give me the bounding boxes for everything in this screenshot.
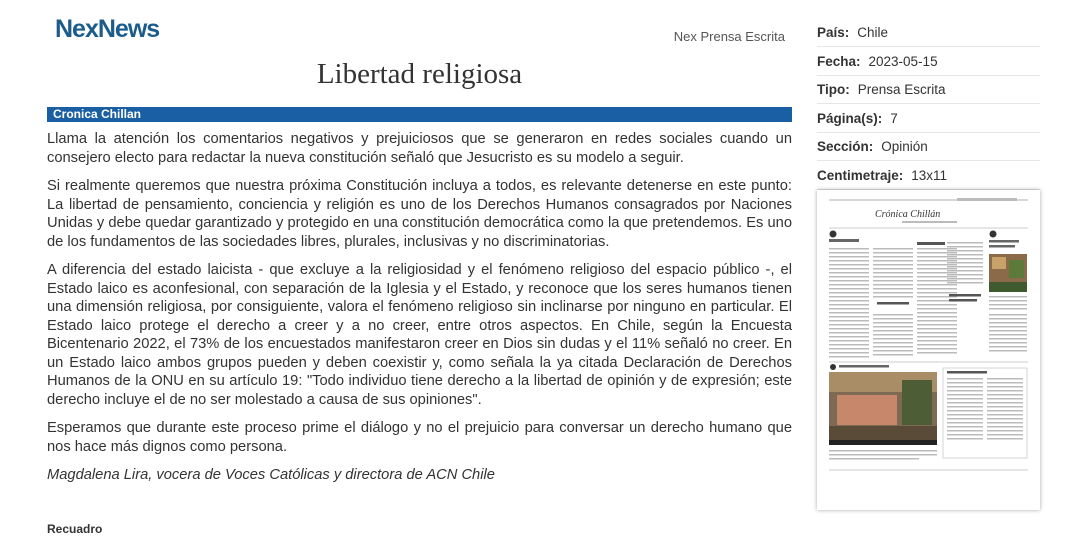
recuadro-label: Recuadro <box>47 522 103 536</box>
meta-label: Fecha: <box>817 53 861 69</box>
meta-label: Página(s): <box>817 110 883 126</box>
article-paragraph: A diferencia del estado laicista - que excluye a la religiosidad y el fenómeno religioso del espacio público -, el Estado laico es aconfesional, con separación de la Iglesia y el Estado, y reconoce que los seres humanos tienen una dimensión religiosa, por consiguiente, valora el fenómeno religioso sin inclinarse por ninguno en particular. El Estado laico protege el derecho a creer y a no creer, entre otros aspectos. En Chile, según la Encuesta Bicentenario 2022, el 73% de los encuestados manifestaron creer en Dios sin dudas y el 11% señaló no creer. En un Estado laico ambos grupos pueden y deben coexistir y, como señala la ya citada Declaración de Derechos Humanos de la ONU en su artículo 19: "Todo individuo tiene derecho a la libertad de opinión y de expresión; este derecho incluye el de no ser molestado a causa de sus opiniones". <box>47 262 792 408</box>
meta-label: País: <box>817 25 850 40</box>
nexnews-logo[interactable]: NexNews <box>55 15 160 43</box>
meta-value: Opinión <box>881 139 928 155</box>
section-bar: Cronica Chillan <box>47 107 792 122</box>
meta-label: Sección: <box>817 139 874 155</box>
meta-value: 2023-05-15 <box>868 53 938 69</box>
meta-row-fecha <box>817 49 1040 76</box>
meta-label: Tipo: <box>817 82 850 98</box>
source-name: Nex Prensa Escrita <box>673 29 785 44</box>
meta-row-tipo <box>817 77 1040 104</box>
article-signature: Magdalena Lira, vocera de Voces Católicas y directora de ACN Chile <box>47 467 495 483</box>
metadata-panel <box>817 20 1040 192</box>
meta-value: Chile <box>857 25 889 40</box>
article-title: Libertad religiosa <box>316 58 523 90</box>
meta-value: 7 <box>890 110 898 126</box>
meta-value: 13x11 <box>911 167 948 183</box>
thumbnail-masthead: Crónica Chillán <box>875 209 941 220</box>
meta-value: Prensa Escrita <box>857 82 946 98</box>
meta-row-seccion <box>817 134 1040 161</box>
article-paragraph: Esperamos que durante este proceso prime el diálogo y no el prejuicio para conversar un derecho humano que nos hace más dignos como persona. <box>47 420 792 455</box>
page-thumbnail[interactable] <box>817 190 1040 510</box>
meta-label: Centimetraje: <box>817 167 904 183</box>
meta-row-pais <box>817 20 1040 47</box>
article-paragraph: Si realmente queremos que nuestra próxima Constitución incluya a todos, es relevante detenerse en este punto: La libertad de pensamiento, conciencia y religión es uno de los Derechos Humanos consagrados por Naciones Unidas y debe quedar garantizado y protegido en una constitución democrática como la que pretendemos. Es uno de los fundamentos de las sociedades libres, plurales, inclusivas y no discriminatorias. <box>47 178 792 250</box>
meta-row-centimetraje <box>817 163 1040 190</box>
meta-row-paginas <box>817 106 1040 133</box>
article-body <box>47 130 792 495</box>
article-paragraph: Llama la atención los comentarios negativos y prejuiciosos que se generaron en redes sociales cuando un consejero electo para redactar la nueva constitución señaló que Jesucristo es su modelo a seguir. <box>47 131 792 166</box>
newspaper-page-preview <box>817 190 1040 510</box>
